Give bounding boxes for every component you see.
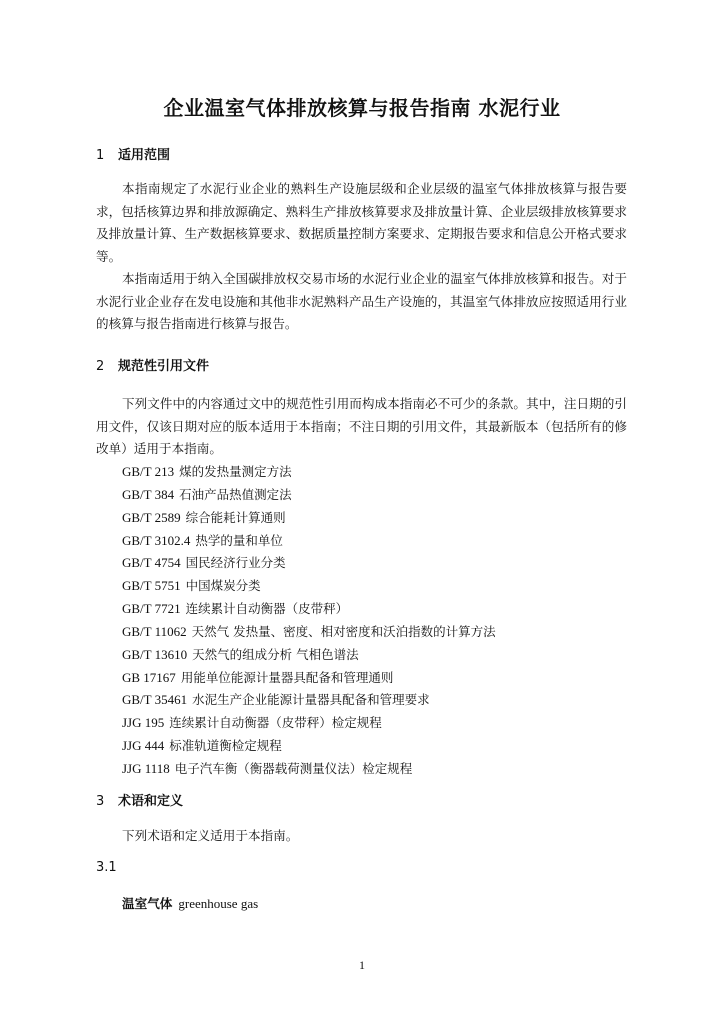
reference-item — [122, 462, 292, 480]
clause-number: 3.1 — [96, 860, 117, 875]
reference-title: 标准轨道衡检定规程 — [169, 738, 282, 753]
reference-code: GB/T 3102.4 — [122, 533, 191, 548]
reference-code: GB 17167 — [122, 670, 176, 685]
reference-code: GB/T 5751 — [122, 578, 181, 593]
reference-code: GB/T 213 — [122, 464, 175, 479]
reference-code: JJG 195 — [122, 715, 165, 730]
reference-item — [122, 531, 283, 549]
reference-code: JJG 444 — [122, 738, 165, 753]
reference-code: GB/T 11062 — [122, 624, 187, 639]
reference-item — [122, 485, 292, 503]
reference-code: GB/T 7721 — [122, 601, 181, 616]
reference-title: 连续累计自动衡器（皮带秤） — [185, 601, 349, 616]
reference-item — [122, 736, 282, 754]
reference-item — [122, 599, 348, 617]
section-2-heading — [96, 355, 209, 374]
section-number: 1 — [96, 148, 105, 163]
reference-item — [122, 759, 412, 777]
section-1-paragraph-1: 本指南规定了水泥行业企业的熟料生产设施层级和企业层级的温室气体排放核算与报告要求，包括核算边界和排放源确定、熟料生产排放核算要求及排放量计算、企业层级排放核算要求及排放量计算、生产数据核算要求、数据质量控制方案要求、定期报告要求和信息公开格式要求等。 — [96, 181, 627, 265]
reference-title: 热学的量和单位 — [195, 533, 283, 548]
reference-title: 国民经济行业分类 — [185, 555, 286, 570]
reference-title: 天然气 发热量、密度、相对密度和沃泊指数的计算方法 — [191, 624, 496, 639]
section-title: 术语和定义 — [118, 794, 184, 809]
reference-item — [122, 622, 496, 640]
reference-title: 连续累计自动衡器（皮带秤）检定规程 — [169, 715, 382, 730]
reference-code: GB/T 13610 — [122, 647, 188, 662]
reference-title: 煤的发热量测定方法 — [179, 464, 292, 479]
reference-title: 水泥生产企业能源计量器具配备和管理要求 — [192, 692, 430, 707]
section-3-heading — [96, 790, 183, 809]
section-title: 规范性引用文件 — [118, 359, 210, 374]
reference-code: GB/T 35461 — [122, 692, 188, 707]
reference-item — [122, 668, 393, 686]
reference-item — [122, 576, 261, 594]
reference-title: 电子汽车衡（衡器载荷测量仪法）检定规程 — [174, 761, 413, 776]
term-chinese: 温室气体 — [122, 896, 173, 911]
reference-code: GB/T 2589 — [122, 510, 181, 525]
term-english: greenhouse gas — [178, 896, 259, 911]
section-2-intro: 下列文件中的内容通过文中的规范性引用而构成本指南必不可少的条款。其中，注日期的引用文件，仅该日期对应的版本适用于本指南；不注日期的引用文件，其最新版本（包括所有的修改单）适用于本指南。 — [96, 396, 627, 457]
section-1-paragraph-2: 本指南适用于纳入全国碳排放权交易市场的水泥行业企业的温室气体排放核算和报告。对于水泥行业企业存在发电设施和其他非水泥熟料产品生产设施的，其温室气体排放应按照适用行业的核算与报告指南进行核算与报告。 — [96, 271, 627, 332]
section-number: 2 — [96, 359, 105, 374]
section-1-heading — [96, 144, 170, 163]
reference-item — [122, 553, 286, 571]
section-3-intro: 下列术语和定义适用于本指南。 — [122, 828, 299, 843]
term-entry — [122, 893, 258, 912]
reference-item — [122, 713, 382, 731]
reference-title: 用能单位能源计量器具配备和管理通则 — [180, 670, 394, 685]
reference-item — [122, 645, 359, 663]
reference-title: 天然气的组成分析 气相色谱法 — [192, 647, 359, 662]
reference-item — [122, 508, 286, 526]
reference-code: GB/T 384 — [122, 487, 175, 502]
reference-item — [122, 690, 430, 708]
section-title: 适用范围 — [118, 148, 171, 163]
reference-title: 综合能耗计算通则 — [185, 510, 286, 525]
document-title: 企业温室气体排放核算与报告指南 水泥行业 — [163, 96, 561, 120]
page-number: 1 — [359, 958, 365, 972]
reference-title: 中国煤炭分类 — [185, 578, 261, 593]
reference-code: GB/T 4754 — [122, 555, 181, 570]
reference-title: 石油产品热值测定法 — [179, 487, 292, 502]
section-number: 3 — [96, 794, 105, 809]
reference-code: JJG 1118 — [122, 761, 170, 776]
